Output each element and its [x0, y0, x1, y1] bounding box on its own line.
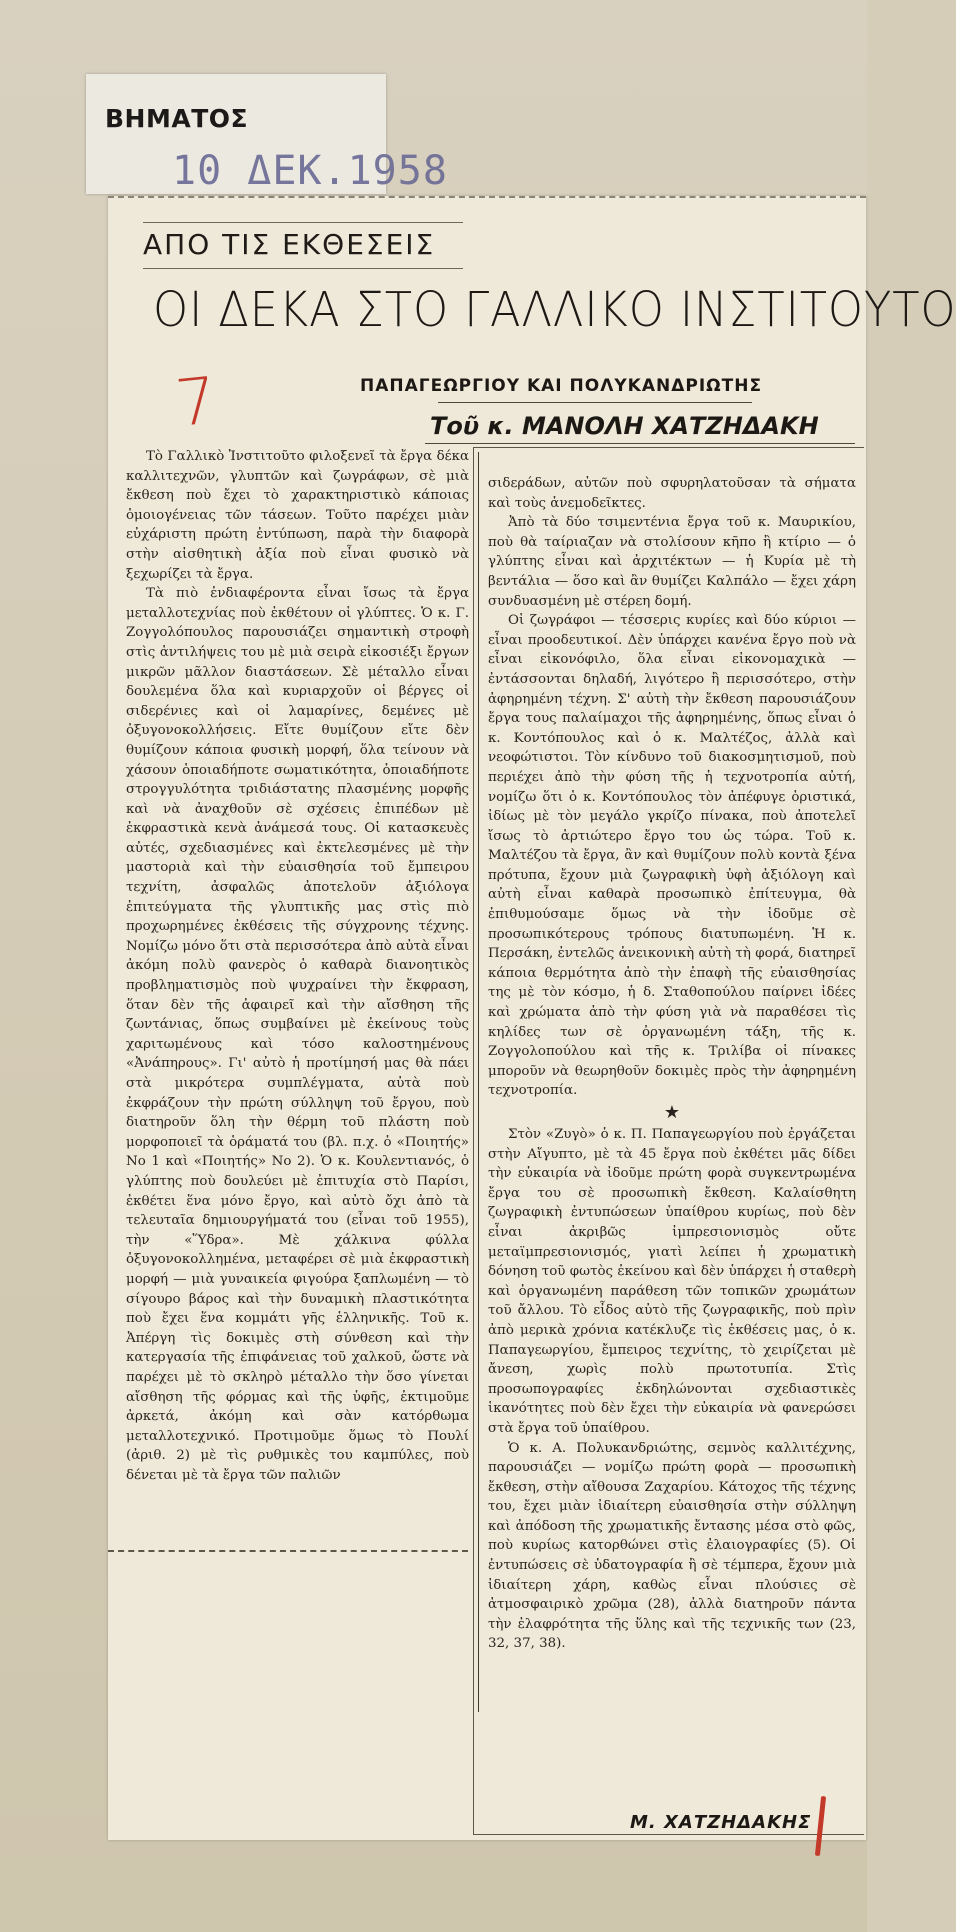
section-separator-star: ★: [663, 1102, 681, 1123]
author-signature: Μ. ΧΑΤΖΗΔΑΚΗΣ: [630, 1812, 812, 1833]
kicker-rule-bottom: [143, 268, 463, 269]
byline-rule: [425, 443, 855, 444]
paragraph: Τὰ πιὸ ἐνδιαφέροντα εἶναι ἴσως τὰ ἔργα μεταλλοτεχνίας ποὺ ἐκθέτουν οἱ γλύπτες. Ὁ κ. Γ. Ζογγολόπουλος παρουσιάζει σημαντικὴ στροφὴ στὶς ἀντιλήψεις του μὲ μιὰ σειρὰ εἰκοσιέξι ἔργων μικρῶν μᾶλλον διαστάσεων. Σὲ μέταλλο εἶναι δουλεμένα ὅλα καὶ κυριαρχοῦν οἱ βέργες οἱ σιδερένιες καὶ οἱ λαμαρίνες, δεμένες μὲ ὀξυγονοκολλήσεις. Εἴτε θυμίζουν εἴτε δὲν θυμίζουν κάποια φυσικὴ μορφή, ὅλα τείνουν νὰ χάσουν ὁποιαδήποτε σωματικότητα, ὁποιαδήποτε στρογγυλότητα τριδιάστατης πλασμένης μορφῆς καὶ νὰ ἀναχθοῦν σὲ σχέσεις ἐπιπέδων μὲ ἐκφραστικὰ κενὰ ἀνάμεσά τους. Οἱ κατασκευὲς αὐτές, σχεδιασμένες καὶ ἐκτελεσμένες μὲ τὴν μαστοριὰ καὶ τὴν εὐαισθησία τοῦ ἔμπειρου τεχνίτη, ἀσφαλῶς ἀποτελοῦν ἀξιόλογα ἐπιτεύγματα τῆς γλυπτικῆς μας στὶς πιὸ προχωρημένες ἐκθέσεις τῆς σύγχρονης τέχνης. Νομίζω μόνο ὅτι στὰ περισσότερα ἀπὸ αὐτὰ εἶναι ἀκόμη πολὺ φανερὸς ὁ καθαρὰ διανοητικὸς προβληματισμὸς ποὺ ψυχραίνει τὴν ἔκφραση, ὅταν δὲν τῆς ἀφαιρεῖ καὶ τὴν αἴσθηση τῆς ζωντάνιας, ὅπως συμβαίνει μὲ ἐκείνους τοὺς χαριτωμένους καὶ τόσο καλοστημένους «Ἀνάπηρους». Γι' αὐτὸ ἡ προτίμησή μας θὰ πάει στὰ μικρότερα συμπλέγματα, αὐτὰ ποὺ ἐκφράζουν τὴν πρώτη σύλληψη τοῦ ἔργου, ποὺ διατηροῦν ὅλη τὴν θέρμη τοῦ πλάστη ποὺ μορφοποιεῖ τὰ ὁράματά του (βλ. π.χ. ὁ «Ποιητής» Νο 1 καὶ «Ποιητής» Νο 2). Ὁ κ. Κουλεντιανός, ὁ γλύπτης ποὺ δουλεύει μὲ ἐπιτυχία στὸ Παρίσι, ἐκθέτει ἕνα μόνο ἔργο, καὶ αὐτὸ ὄχι ἀπὸ τὰ τελευταῖα δημιουργήματά του (εἶναι τοῦ 1955), τὴν «Ὕδρα». Μὲ χάλκινα φύλλα ὀξυγονοκολλημένα, μεταφέρει σὲ μιὰ ἐκφραστικὴ μορφή — μιὰ γυναικεία φιγούρα ξαπλωμένη — τὸ σίγουρο βάρος καὶ τὴν δυναμικὴ πλαστικότητα ποὺ ἔχει ἕνα κομμάτι γῆς ἑλληνικῆς. Τοῦ κ. Ἀπέργη τὶς δοκιμὲς στὴ σύνθεση καὶ τὴν κατεργασία τῆς ἐπιφάνειας τοῦ χαλκοῦ, ὥστε νὰ παρέχει μὲ τὸ σκληρὸ μέταλλο τὴν ὅσο γίνεται αἴσθηση τῆς φόρμας καὶ τῆς ὑφῆς, ἐκτιμοῦμε ἀρκετά, ἀκόμη καὶ σὰν κατόρθωμα μεταλλοτεχνικό. Προτιμοῦμε ὅμως τὸ Πουλί (ἀριθ. 2) μὲ τὶς ρυθμικὲς του καμπύλες, ποὺ δένεται μὲ τὰ ἔργα τῶν παλιῶν: [126, 586, 469, 1483]
paragraph: Ἀπὸ τὰ δύο τσιμεντένια ἔργα τοῦ κ. Μαυρικίου, ποὺ θὰ ταίριαζαν νὰ στολίσουν κῆπο ἢ κτίριο — ὁ γλύπτης εἶναι καὶ ἀρχιτέκτων — ἡ Κυρία μὲ τὴ βεντάλια — ὅσο καὶ ἂν θυμίζει Καλπάλο — ἔχει χάρη συνδυασμένη μὲ στέρεη δομή.: [488, 515, 856, 609]
left-column-cut-edge: [108, 1550, 468, 1552]
cut-edge: [108, 196, 866, 200]
article-byline: Τοῦ κ. ΜΑΝΟΛΗ ΧΑΤΖΗΔΑΚΗ: [430, 412, 819, 440]
date-stamp: 10 ΔΕΚ.1958: [172, 148, 448, 194]
paragraph: Στὸν «Ζυγὸ» ὁ κ. Π. Παπαγεωργίου ποὺ ἐργάζεται στὴν Αἴγυπτο, μὲ τὰ 45 ἔργα ποὺ ἐκθέτει μᾶς δίδει τὴν εὐκαιρία νὰ ἰδοῦμε πρώτη φορὰ συγκεντρωμένα ἔργα του σὲ προσωπικὴ ἔκθεση. Καλαίσθητη ζωγραφικὴ ἐντυπώσεων ὑπαίθρου κυρίως, ποὺ δὲν εἶναι ἀκριβῶς ἰμπρεσιονισμὸς οὔτε μεταϊμπρεσιονισμός, γιατὶ λείπει ἡ χρωματικὴ δόνηση τοῦ φωτὸς ἐκείνου καὶ δὲν ὑπάρχει ἡ σταθερὴ καὶ ὀργανωμένη παράθεση τῶν τοπικῶν χρωμάτων τοῦ ἄλλου. Τὸ εἶδος αὐτὸ τῆς ζωγραφικῆς, ποὺ πρὶν ἀπὸ μερικὰ χρόνια κατέκλυζε τὶς ἐκθέσεις μας, ὁ κ. Παπαγεωργίου, ἔμπειρος τεχνίτης, τὸ χειρίζεται μὲ ἄνεση, χωρὶς πολὺ πρωτοτυπία. Στὶς προσωπογραφίες ἐκδηλώνονται σχεδιαστικὲς ἱκανότητες ποὺ δὲν ἔχει τὴν εὐκαιρία νὰ φανερώσει στὰ ἔργα τοῦ ὑπαίθρου.: [488, 1127, 856, 1436]
paragraph: Οἱ ζωγράφοι — τέσσερις κυρίες καὶ δύο κύριοι — εἶναι προοδευτικοί. Δὲν ὑπάρχει κανένα ἔργο ποὺ νὰ εἶναι εἰκονόφιλο, ὅλα εἶναι εἰκονομαχικὰ — ἐντάσσονται δηλαδή, λιγότερο ἢ περισσότερο, στὴν ἀφηρημένη τέχνη. Σ' αὐτὴ τὴν ἔκθεση παρουσιάζουν ἔργα τους παλαίμαχοι τῆς ἀφηρημένης, ὅπως εἶναι ὁ κ. Κοντόπουλος καὶ ὁ κ. Μαλτέζος, ἀλλὰ καὶ νεοφώτιστοι. Τὸν κίνδυνο τοῦ διακοσμητισμοῦ, ποὺ περιέχει ἀπὸ τὴν φύση τῆς ἡ τεχνοτροπία αὐτή, νομίζω ὅτι ὁ κ. Κοντόπουλος τὸν ἀπέφυγε ὁριστικά, ἰδίως μὲ τὸν μεγάλο γκρίζο πίνακα, ποὺ ἀποτελεῖ ἴσως τὸ ἀρτιώτερο ἔργο του ὡς τώρα. Τοῦ κ. Μαλτέζου τὰ ἔργα, ἂν καὶ θυμίζουν πολὺ κοντὰ ξένα πρότυπα, ἔχουν μιὰ ζωγραφικὴ ὑφὴ ἀξιόλογη καὶ αὐτὴ εἶναι καθαρὰ προσωπικὸ ἐπίτευγμα, θὰ ἐπιθυμούσαμε ὅμως νὰ τὴν ἰδοῦμε σὲ προσωπικότερους τρόπους διατυπωμένη. Ἡ κ. Περσάκη, ἐντελῶς ἀνεικονικὴ αὐτὴ τὴ φορά, διατηρεῖ κάποια θερμότητα ἀπὸ τὴν ἐπαφὴ τῆς εὐαισθησίας της μὲ τὸν κόσμο, ἡ δ. Σταθοπούλου παίρνει ἰδέες καὶ χρώματα ἀπὸ τὴν φύση γιὰ νὰ παραθέσει τὶς κηλίδες των σὲ ὀργανωμένη τάξη, τῆς κ. Ζογγολοπούλου καὶ τῆς κ. Τριλίβα οἱ πίνακες μποροῦν νὰ θεωρηθοῦν δοκιμὲς πρὸς τὴν ἀφηρημένη τεχνοτροπία.: [488, 613, 856, 1099]
kicker-rule-top: [143, 222, 463, 223]
right-column: [488, 474, 856, 1838]
handwritten-red-mark: 7: [172, 364, 221, 442]
subhead-rule: [438, 402, 752, 403]
section-kicker: ΑΠΟ ΤΙΣ ΕΚΘΕΣΕΙΣ: [143, 228, 436, 261]
newspaper-name: ΒΗΜΑΤΟΣ: [105, 104, 249, 133]
left-column: [126, 447, 469, 1540]
article-subhead: ΠΑΠΑΓΕΩΡΓΙΟΥ ΚΑΙ ΠΟΛΥΚΑΝΔΡΙΩΤΗΣ: [360, 376, 763, 396]
paragraph: Ὁ κ. Α. Πολυκανδριώτης, σεμνὸς καλλιτέχνης, παρουσιάζει — νομίζω πρώτη φορὰ — προσωπικὴ ἔκθεση, στὴν αἴθουσα Ζαχαρίου. Κάτοχος τῆς τέχνης του, ἔχει μιὰν ἰδιαίτερη εὐαισθησία στὴν σύλληψη καὶ ἀπόδοση τῆς χρωματικῆς ἔντασης μέσα στὸ φῶς, ποὺ κυρίως κατορθώνει στὶς ἐλαιογραφίες (5). Οἱ ἐντυπώσεις σὲ ὑδατογραφία ἢ σὲ τέμπερα, ἔχουν μιὰ ἰδιαίτερη χάρη, καθὼς εἶναι πλούσιες σὲ ἀτμοσφαιρικὸ χρῶμα (28), ἀλλὰ διατηροῦν πάντα τὴν ἐλαφρότητα τῆς ὕλης καὶ τῆς τεχνικῆς των (23, 32, 37, 38).: [488, 1440, 856, 1652]
paragraph: Τὸ Γαλλικὸ Ἰνστιτοῦτο φιλοξενεῖ τὰ ἔργα δέκα καλλιτεχνῶν, γλυπτῶν καὶ ζωγράφων, σὲ μιὰ ἔκθεση ποὺ ἔχει τὸ χαρακτηριστικὸ κάποιας ὁμοιογένειας τῶν τάσεων. Τοῦτο παρέχει μιὰν εὐχάριστη πρώτη ἐντύπωση, παρὰ τὴν διαφορὰ στὴν αἰσθητικὴ ἀξία ποὺ εἶναι φυσικὸ νὰ ξεχωρίζει τὰ ἔργα.: [126, 449, 469, 582]
paragraph: σιδεράδων, αὐτῶν ποὺ σφυρηλατοῦσαν τὰ σήματα καὶ τοὺς ἀνεμοδεῖκτες.: [488, 476, 856, 511]
article-headline: ΟΙ ΔΕΚΑ ΣΤΟ ΓΑΛΛΙΚΟ ΙΝΣΤΙΤΟΥΤΟ: [153, 282, 956, 338]
